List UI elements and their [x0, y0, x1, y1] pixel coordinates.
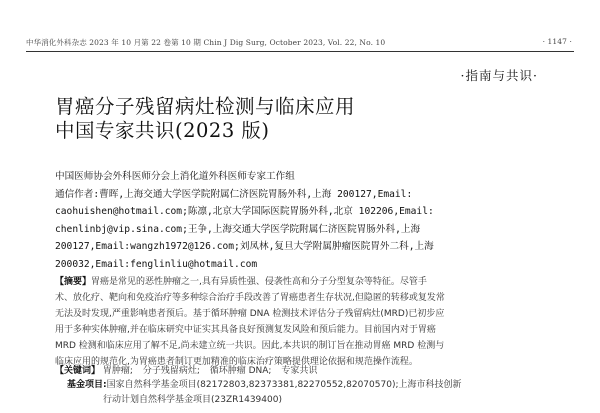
keywords [55, 364, 555, 378]
keyword: 胃肿瘤; [102, 366, 133, 376]
journal-citation: 中华消化外科杂志 2023 年 10 月第 22 卷第 10 期 Chin J Dig Surg, October 2023, Vol. 22, No. 10 [26, 38, 386, 47]
abstract-line: 无法及时发现,严重影响患者预后。基于循环肿瘤 DNA 检测技术评估分子残留病灶(MRD)已初步应 [55, 309, 445, 320]
section-tag: ·指南与共识· [460, 68, 538, 83]
funding-line [67, 378, 567, 393]
funding-label: 基金项目: [67, 380, 107, 390]
article-title [55, 95, 535, 143]
author-line: caohuishen@hotmail.com;陈凛,北京大学国际医院胃肠外科,北京 102206,Email: [55, 206, 434, 218]
header-divider [26, 51, 574, 52]
abstract [55, 274, 555, 371]
title-line-2: 中国专家共识(2023 版) [55, 119, 270, 142]
title-line-1: 胃癌分子残留病灶检测与临床应用 [55, 95, 356, 118]
author-affiliations [55, 168, 545, 274]
author-line: 中国医师协会外科医师分会上消化道外科医师专家工作组 [55, 171, 295, 182]
keyword: 专家共识 [281, 366, 318, 376]
keywords-label: 【关键词】 [55, 366, 101, 376]
abstract-line: 用于多种实体肿瘤,并在临床研究中证实其具备良好预测复发风险和预后能力。目前国内对于胃癌 [55, 325, 436, 336]
author-line: chenlinbj@vip.sina.com;王争,上海交通大学医学院附属仁济医院胃肠外科,上海 [55, 223, 421, 235]
keyword: 分子残留病灶; [142, 366, 200, 376]
author-line: 200127,Email:wangzh1972@126.com;刘凤林,复旦大学附属肿瘤医院胃外二科,上海 [55, 241, 434, 253]
funding-line: 行动计划自然科学基金项目(23ZR1439400) [103, 395, 282, 405]
author-line: 通信作者:曹晖,上海交通大学医学院附属仁济医院胃肠外科,上海 200127,Email: [55, 188, 413, 200]
keyword: 循环肿瘤 DNA; [209, 366, 272, 376]
funding [67, 378, 567, 408]
abstract-line: MRD 检测和临床应用了解不足,尚未建立统一共识。因此,本共识的制订旨在推动胃癌 MRD 检测与 [55, 341, 445, 352]
abstract-text: 胃癌是常见的恶性肿瘤之一,具有异质性强、侵袭性高和分子分型复杂等特征。尽管手 [91, 277, 427, 287]
running-header [26, 37, 586, 51]
abstract-label: 【摘要】 [55, 277, 92, 287]
funding-text: 国家自然科学基金项目(82172803,82373381,82270552,82070570);上海市科技创新 [106, 380, 462, 390]
page-number: · 1147 · [542, 37, 572, 46]
abstract-line [55, 274, 555, 290]
author-line: 200032,Email:fenglinliu@hotmail.com [55, 258, 258, 270]
abstract-line: 术、放化疗、靶向和免疫治疗等多种综合治疗手段改善了胃癌患者生存状况,但隐匿的转移或复发常 [55, 293, 445, 304]
abstract-line: 临床应用的规范化,为胃癌患者制订更加精准的临床治疗策略提供理论依据和规范操作流程。 [55, 357, 418, 368]
